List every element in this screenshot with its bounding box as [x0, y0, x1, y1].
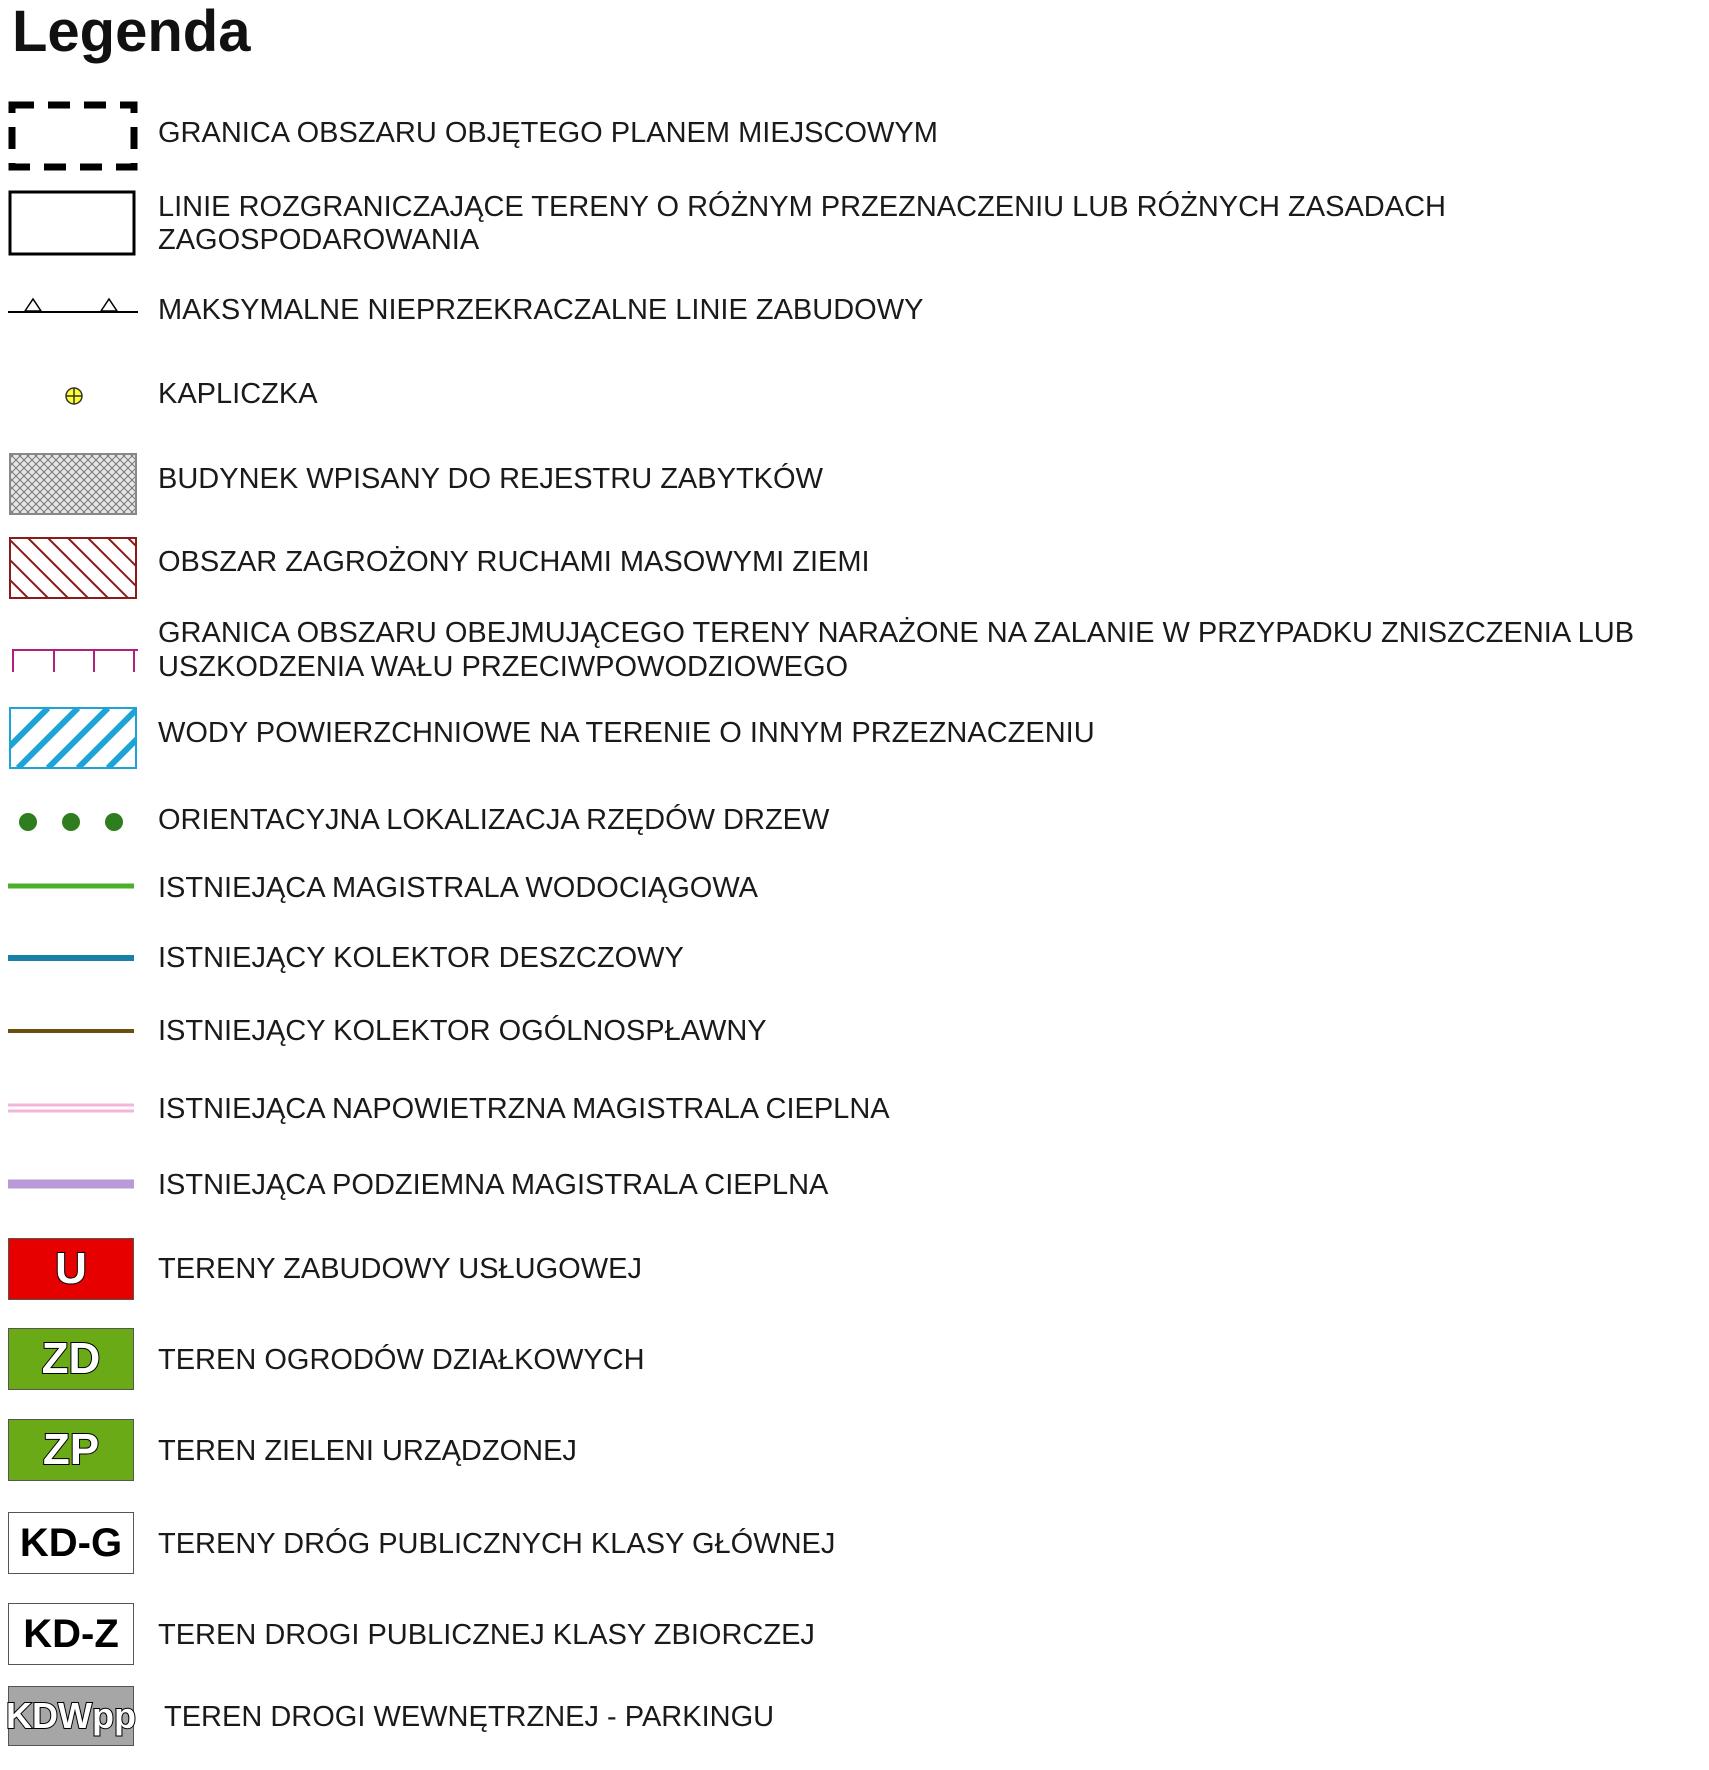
badge-zd-text: ZD	[41, 1334, 101, 1383]
legend-label-collector-road: TEREN DROGI PUBLICZNEJ KLASY ZBIORCZEJ	[158, 1619, 815, 1651]
legend-label-tree-rows: ORIENTACYJNA LOKALIZACJA RZĘDÓW DRZEW	[158, 804, 830, 836]
dashed-boundary-icon	[8, 100, 138, 172]
legend-label-allotments: TEREN OGRODÓW DZIAŁKOWYCH	[158, 1344, 645, 1376]
legend-label-water-main: ISTNIEJĄCA MAGISTRALA WODOCIĄGOWA	[158, 872, 758, 904]
building-line-icon	[8, 294, 138, 318]
legend-label-landslide: OBSZAR ZAGROŻONY RUCHAMI MASOWYMI ZIEMI	[158, 546, 870, 578]
legend-label-overhead-heat: ISTNIEJĄCA NAPOWIETRZNA MAGISTRALA CIEPLNA	[158, 1093, 890, 1125]
legend-label-internal-road: TEREN DROGI WEWNĘTRZNEJ - PARKINGU	[164, 1701, 775, 1733]
brown-line-icon	[8, 1025, 138, 1037]
legend-label-dividing-lines-2: ZAGOSPODAROWANIA	[158, 224, 480, 256]
legend-label-building-lines: MAKSYMALNE NIEPRZEKRACZALNE LINIE ZABUDOWY	[158, 294, 924, 326]
legend-label-plan-boundary: GRANICA OBSZARU OBJĘTEGO PLANEM MIEJSCOWYM	[158, 117, 938, 149]
legend-label-flood-2: USZKODZENIA WAŁU PRZECIWPOWODZIOWEGO	[158, 651, 849, 683]
badge-zp-text: ZP	[42, 1425, 100, 1474]
legend-label-green: TEREN ZIELENI URZĄDZONEJ	[158, 1435, 577, 1467]
legend-label-dividing-lines-1: LINIE ROZGRANICZAJĄCE TERENY O RÓŻNYM PRZEZNACZENIU LUB RÓŻNYCH ZASADACH	[158, 191, 1446, 223]
badge-zp	[8, 1419, 134, 1481]
water-hatch-icon	[8, 706, 138, 770]
legend-label-services: TERENY ZABUDOWY USŁUGOWEJ	[158, 1253, 642, 1285]
badge-kd-z-text: KD-Z	[23, 1611, 119, 1656]
badge-kd-g-text: KD-G	[19, 1520, 123, 1565]
legend-label-flood-1: GRANICA OBSZARU OBEJMUJĄCEGO TERENY NARAŻONE NA ZALANIE W PRZYPADKU ZNISZCZENIA LUB	[158, 617, 1635, 649]
badge-zd	[8, 1328, 134, 1390]
legend-label-monument: BUDYNEK WPISANY DO REJESTRU ZABYTKÓW	[158, 463, 823, 495]
tree-row-icon	[8, 810, 138, 834]
legend-title: Legenda	[12, 0, 251, 64]
legend-label-underground-heat: ISTNIEJĄCA PODZIEMNA MAGISTRALA CIEPLNA	[158, 1169, 829, 1201]
legend-label-rain-collector: ISTNIEJĄCY KOLEKTOR DESZCZOWY	[158, 942, 684, 974]
legend-label-chapel: KAPLICZKA	[158, 378, 318, 410]
green-line-icon	[8, 880, 138, 892]
solid-boundary-icon	[8, 190, 138, 256]
red-hatch-icon	[8, 536, 138, 600]
badge-kdwpp-text: KDWpp	[6, 1695, 136, 1736]
flood-boundary-icon	[8, 648, 138, 674]
legend-label-combined-collector: ISTNIEJĄCY KOLEKTOR OGÓLNOSPŁAWNY	[158, 1015, 767, 1047]
legend-label-surface-water: WODY POWIERZCHNIOWE NA TERENIE O INNYM PRZEZNACZENIU	[158, 717, 1095, 749]
badge-kd-z	[8, 1603, 134, 1665]
chapel-icon	[8, 384, 138, 408]
badge-kdwpp	[8, 1686, 134, 1746]
badge-kd-g	[8, 1512, 134, 1574]
blue-line-icon	[8, 952, 138, 964]
legend-label-main-roads: TERENY DRÓG PUBLICZNYCH KLASY GŁÓWNEJ	[158, 1528, 836, 1560]
badge-u	[8, 1238, 134, 1300]
purple-line-icon	[8, 1176, 138, 1192]
badge-u-text: U	[55, 1244, 87, 1293]
crosshatch-icon	[8, 452, 138, 516]
pink-double-line-icon	[8, 1100, 138, 1116]
